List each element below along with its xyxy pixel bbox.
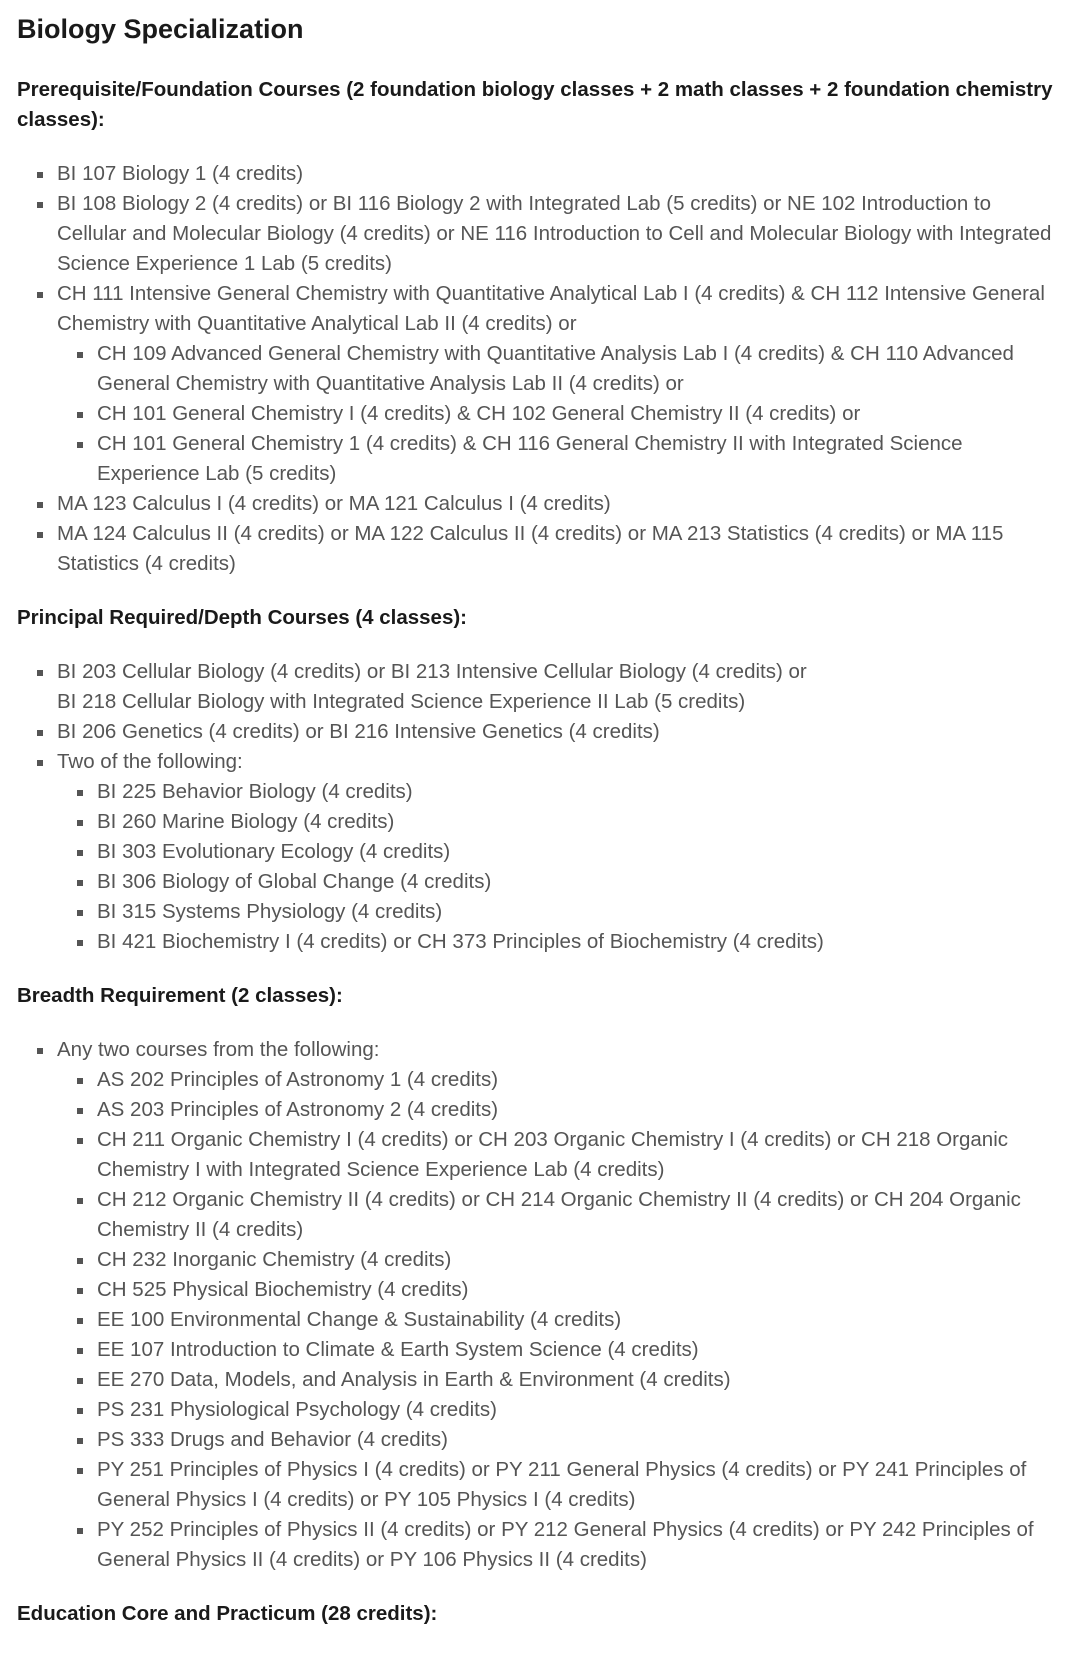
list-item: BI 206 Genetics (4 credits) or BI 216 Intensive Genetics (4 credits) bbox=[57, 717, 1063, 747]
sub-list-item: PY 251 Principles of Physics I (4 credits) or PY 211 General Physics (4 credits) or PY 241 Principles of General Physics I (4 credits) or PY 105 Physics I (4 credits) bbox=[97, 1455, 1063, 1515]
section-heading-education-core: Education Core and Practicum (28 credits): bbox=[17, 1602, 438, 1625]
sub-list-item: PY 252 Principles of Physics II (4 credits) or PY 212 General Physics (4 credits) or PY 242 Principles of General Physics II (4 credits) or PY 106 Physics II (4 credits) bbox=[97, 1515, 1063, 1575]
sub-list-item: BI 315 Systems Physiology (4 credits) bbox=[97, 897, 1063, 927]
breadth-list bbox=[17, 1035, 1063, 1575]
list-item-text: Two of the following: bbox=[57, 750, 243, 773]
list-item-text: BI 218 Cellular Biology with Integrated Science Experience II Lab (5 credits) bbox=[57, 690, 746, 713]
list-item-text: BI 203 Cellular Biology (4 credits) or BI 213 Intensive Cellular Biology (4 credits) or bbox=[57, 660, 807, 683]
section-heading-prerequisite: Prerequisite/Foundation Courses (2 foundation biology classes + 2 math classes + 2 foundation chemistry classes): bbox=[17, 78, 1053, 131]
sub-list-item: PS 333 Drugs and Behavior (4 credits) bbox=[97, 1425, 1063, 1455]
breadth-options-list bbox=[57, 1065, 1063, 1575]
sub-list-item: CH 109 Advanced General Chemistry with Quantitative Analysis Lab I (4 credits) & CH 110 Advanced General Chemistry with Quantitative Analysis Lab II (4 credits) or bbox=[97, 339, 1063, 399]
sub-list-item: BI 225 Behavior Biology (4 credits) bbox=[97, 777, 1063, 807]
section-heading-breadth: Breadth Requirement (2 classes): bbox=[17, 984, 343, 1007]
sub-list-item: AS 203 Principles of Astronomy 2 (4 credits) bbox=[97, 1095, 1063, 1125]
list-item: MA 123 Calculus I (4 credits) or MA 121 Calculus I (4 credits) bbox=[57, 489, 1063, 519]
sub-list-item: CH 525 Physical Biochemistry (4 credits) bbox=[97, 1275, 1063, 1305]
sub-list-item: BI 306 Biology of Global Change (4 credits) bbox=[97, 867, 1063, 897]
sub-list-item: BI 421 Biochemistry I (4 credits) or CH 373 Principles of Biochemistry (4 credits) bbox=[97, 927, 1063, 957]
sub-list-item: BI 303 Evolutionary Ecology (4 credits) bbox=[97, 837, 1063, 867]
sub-list-item: CH 211 Organic Chemistry I (4 credits) or CH 203 Organic Chemistry I (4 credits) or CH 218 Organic Chemistry I with Integrated Science Experience Lab (4 credits) bbox=[97, 1125, 1063, 1185]
sub-list-item: CH 101 General Chemistry 1 (4 credits) & CH 116 General Chemistry II with Integrated Science Experience Lab (5 credits) bbox=[97, 429, 1063, 489]
sub-list-item: CH 212 Organic Chemistry II (4 credits) or CH 214 Organic Chemistry II (4 credits) or CH 204 Organic Chemistry II (4 credits) bbox=[97, 1185, 1063, 1245]
list-item bbox=[57, 657, 1063, 717]
list-item: BI 108 Biology 2 (4 credits) or BI 116 Biology 2 with Integrated Lab (5 credits) or NE 102 Introduction to Cellular and Molecular Biology (4 credits) or NE 116 Introduction to Cell and Molecular Biology with Integrated Science Experience 1 Lab (5 credits) bbox=[57, 189, 1063, 279]
sub-list-item: PS 231 Physiological Psychology (4 credits) bbox=[97, 1395, 1063, 1425]
sub-list-item: EE 100 Environmental Change & Sustainability (4 credits) bbox=[97, 1305, 1063, 1335]
sub-list-item: CH 232 Inorganic Chemistry (4 credits) bbox=[97, 1245, 1063, 1275]
list-item bbox=[57, 747, 1063, 957]
section-heading-depth: Principal Required/Depth Courses (4 classes): bbox=[17, 606, 467, 629]
depth-options-list bbox=[57, 777, 1063, 957]
sub-list-item: EE 270 Data, Models, and Analysis in Earth & Environment (4 credits) bbox=[97, 1365, 1063, 1395]
sub-list-item: CH 101 General Chemistry I (4 credits) & CH 102 General Chemistry II (4 credits) or bbox=[97, 399, 1063, 429]
depth-list bbox=[17, 657, 1063, 957]
list-item: BI 107 Biology 1 (4 credits) bbox=[57, 159, 1063, 189]
list-item bbox=[57, 279, 1063, 489]
list-item-text: CH 111 Intensive General Chemistry with Quantitative Analytical Lab I (4 credits) & CH 112 Intensive General Chemistry with Quantitative Analytical Lab II (4 credits) or bbox=[57, 282, 1045, 335]
sub-list-item: AS 202 Principles of Astronomy 1 (4 credits) bbox=[97, 1065, 1063, 1095]
sub-list-item: BI 260 Marine Biology (4 credits) bbox=[97, 807, 1063, 837]
list-item: MA 124 Calculus II (4 credits) or MA 122 Calculus II (4 credits) or MA 213 Statistics (4 credits) or MA 115 Statistics (4 credits) bbox=[57, 519, 1063, 579]
page-title: Biology Specialization bbox=[17, 14, 304, 44]
prerequisite-list bbox=[17, 159, 1063, 579]
list-item-text: Any two courses from the following: bbox=[57, 1038, 380, 1061]
chemistry-alternatives-list bbox=[57, 339, 1063, 489]
sub-list-item: EE 107 Introduction to Climate & Earth System Science (4 credits) bbox=[97, 1335, 1063, 1365]
list-item bbox=[57, 1035, 1063, 1575]
